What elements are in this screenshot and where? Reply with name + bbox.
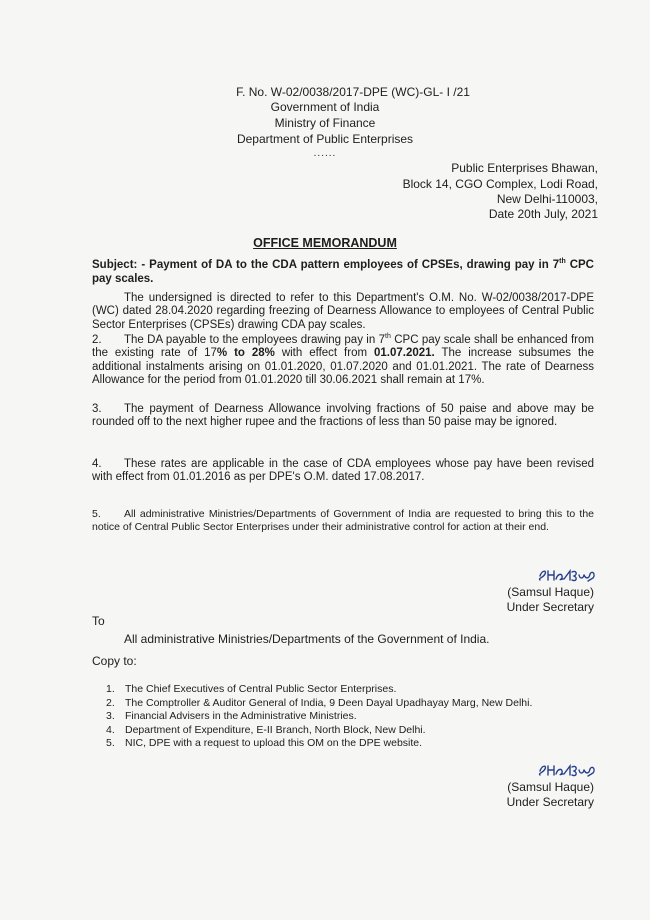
p2-text-c: with effect from	[274, 347, 374, 360]
paragraph-5-text: All administrative Ministries/Departments of Government of India are requested to bring this to the notice of Central Public Sector Enterprises under their administrative control for action at their end.	[92, 508, 594, 533]
p2-text-b: CPC pay scale shall be enhanced from the existing rate of 17	[92, 334, 594, 360]
signatory-name-2: (Samsul Haque)	[507, 780, 594, 794]
copy-to-list	[106, 683, 532, 751]
paragraph-3-number: 3.	[92, 403, 102, 415]
copy-item-4	[106, 724, 532, 738]
copy-item-5	[106, 737, 532, 751]
paragraph-2-number: 2.	[92, 334, 102, 346]
subject-prefix: Subject: - Payment of DA to the CDA pattern employees of CPSEs, drawing pay in 7	[92, 259, 560, 271]
copy-item-3	[106, 710, 532, 724]
p2-bold-date: 01.07.2021.	[374, 347, 435, 360]
copy-item-text: NIC, DPE with a request to upload this OM on the DPE website.	[125, 737, 423, 749]
paragraph-5	[92, 508, 594, 534]
government-line: Government of India	[270, 100, 380, 114]
paragraph-4-text: These rates are applicable in the case of CDA employees whose pay have been revised with effect from 01.01.2016 as per DPE's O.M. dated 17.08.2017.	[92, 458, 594, 484]
p2-bold-rate: % to 28%	[216, 347, 275, 360]
copy-item-number: 5.	[106, 737, 115, 749]
subject-suffix: CPC pay scales.	[92, 259, 594, 285]
paragraph-1: The undersigned is directed to refer to this Department's O.M. No. W-02/0038/2017-DPE (WC) dated 28.04.2020 regarding freezing of Dearness Allowance to employees of Central Public Sector Enterprises (CPSEs) drawing CDA pay scales.	[92, 292, 594, 331]
copy-item-text: The Chief Executives of Central Public Sector Enterprises.	[125, 683, 397, 695]
copy-item-text: Financial Advisers in the Administrative Ministries.	[125, 710, 357, 722]
paragraph-3-text: The payment of Dearness Allowance involving fractions of 50 paise and above may be rounded off to the next higher rupee and the fractions of less than 50 paise may be ignored.	[92, 403, 594, 429]
paragraph-2	[92, 334, 594, 387]
copy-item-number: 4.	[106, 723, 115, 736]
signatory-name-1: (Samsul Haque)	[507, 585, 594, 599]
signatory-designation-2: Under Secretary	[506, 795, 594, 809]
copy-item-1	[106, 683, 532, 697]
memo-date: Date 20th July, 2021	[488, 207, 598, 221]
address-line-3: New Delhi-110003,	[496, 192, 598, 206]
paragraph-5-number: 5.	[92, 508, 101, 520]
address-line-2: Block 14, CGO Complex, Lodi Road,	[402, 177, 598, 191]
to-recipients: All administrative Ministries/Departments of the Government of India.	[124, 632, 490, 646]
p2-sup: th	[385, 333, 391, 341]
handwritten-signature-1	[536, 562, 598, 584]
address-line-1: Public Enterprises Bhawan,	[451, 161, 598, 175]
file-number: F. No. W-02/0038/2017-DPE (WC)-GL- I /21	[236, 85, 470, 99]
paragraph-3	[92, 403, 594, 430]
copy-item-2	[106, 697, 532, 711]
subject-sup: th	[559, 258, 566, 266]
signatory-designation-1: Under Secretary	[506, 600, 594, 614]
memo-title: OFFICE MEMORANDUM	[253, 236, 397, 250]
copy-to-label: Copy to:	[92, 654, 137, 668]
paragraph-4-number: 4.	[92, 458, 102, 470]
paragraph-4	[92, 458, 594, 485]
p2-text-d: The increase subsumes the additional instalments arising on 01.01.2020, 01.07.2020 and 01.01.2021. The rate of Dearness Allowance for the period from 01.01.2020 till 30.06.2021 shall remain at 17%.	[92, 347, 594, 386]
p2-text-a: The DA payable to the employees drawing pay in 7	[124, 334, 386, 346]
copy-item-number: 2.	[106, 696, 115, 709]
separator-dots: ......	[313, 148, 337, 159]
copy-item-text: Department of Expenditure, E-II Branch, North Block, New Delhi.	[125, 723, 426, 736]
ministry-line: Ministry of Finance	[274, 116, 376, 130]
to-label: To	[92, 614, 105, 628]
department-line: Department of Public Enterprises	[236, 132, 414, 146]
copy-item-number: 3.	[106, 710, 115, 722]
copy-item-text: The Comptroller & Auditor General of India, 9 Deen Dayal Upadhayay Marg, New Delhi.	[125, 696, 533, 709]
handwritten-signature-2	[536, 757, 598, 779]
copy-item-number: 1.	[106, 683, 115, 695]
memo-subject	[92, 258, 594, 286]
